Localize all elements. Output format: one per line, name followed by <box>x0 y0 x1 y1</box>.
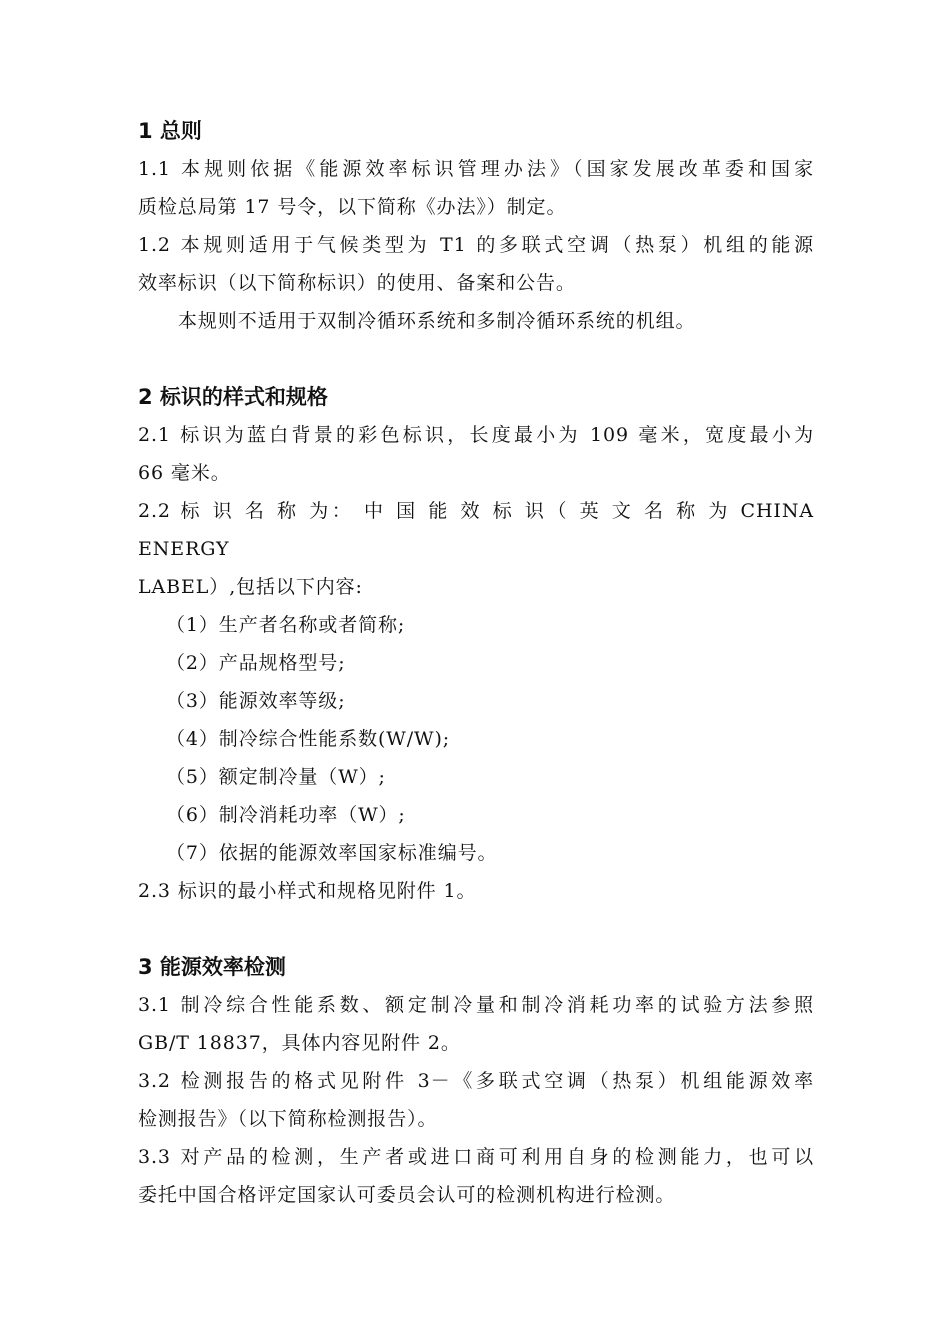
clause-2-1-line-1: 2.1 标识为蓝白背景的彩色标识，长度最小为 109 毫米，宽度最小为 <box>138 424 814 446</box>
section-efficiency-testing <box>138 948 814 1214</box>
list-item: （4）制冷综合性能系数(W/W); <box>166 728 451 750</box>
clause-1-2-line-1: 1.2 本规则适用于气候类型为 T1 的多联式空调（热泵）机组的能源 <box>138 234 814 256</box>
section-spacer <box>138 340 814 378</box>
list-item: （2）产品规格型号; <box>166 652 346 674</box>
clause-1-2-line-2: 效率标识（以下简称标识）的使用、备案和公告。 <box>138 272 576 294</box>
clause-3-1-line-1: 3.1 制冷综合性能系数、额定制冷量和制冷消耗功率的试验方法参照 <box>138 994 814 1016</box>
clause-2-1-line-2: 66 毫米。 <box>138 462 231 484</box>
section-heading-label-style: 2 标识的样式和规格 <box>138 385 328 409</box>
clause-3-1-line-2: GB/T 18837，具体内容见附件 2。 <box>138 1032 461 1054</box>
list-item: （7）依据的能源效率国家标准编号。 <box>166 842 498 864</box>
document-page <box>138 112 814 1214</box>
clause-1-2-note: 本规则不适用于双制冷循环系统和多制冷循环系统的机组。 <box>178 310 696 332</box>
list-item: （1）生产者名称或者简称; <box>166 614 406 636</box>
clause-3-2-line-1: 3.2 检测报告的格式见附件 3－《多联式空调（热泵）机组能源效率 <box>138 1070 814 1092</box>
clause-1-1-line-2: 质检总局第 17 号令，以下简称《办法》）制定。 <box>138 196 567 218</box>
section-spacer <box>138 910 814 948</box>
list-item: （3）能源效率等级; <box>166 690 346 712</box>
clause-3-2-line-2: 检测报告》（以下简称检测报告）。 <box>138 1108 438 1130</box>
section-label-style <box>138 378 814 910</box>
clause-2-3: 2.3 标识的最小样式和规格见附件 1。 <box>138 880 477 902</box>
section-general <box>138 112 814 340</box>
list-item: （6）制冷消耗功率（W）; <box>166 804 406 826</box>
clause-2-2-line-1: 2.2 标 识 名 称 为： 中 国 能 效 标 识（ 英 文 名 称 为 CHINA ENERGY <box>138 500 814 560</box>
list-item: （5）额定制冷量（W）; <box>166 766 386 788</box>
clause-2-2-line-2: LABEL）,包括以下内容: <box>138 576 363 598</box>
section-heading-general: 1 总则 <box>138 119 202 143</box>
section-heading-efficiency-testing: 3 能源效率检测 <box>138 955 286 979</box>
clause-3-3-line-2: 委托中国合格评定国家认可委员会认可的检测机构进行检测。 <box>138 1184 676 1206</box>
clause-1-1-line-1: 1.1 本规则依据《能源效率标识管理办法》（国家发展改革委和国家 <box>138 158 814 180</box>
clause-3-3-line-1: 3.3 对产品的检测，生产者或进口商可利用自身的检测能力，也可以 <box>138 1146 814 1168</box>
